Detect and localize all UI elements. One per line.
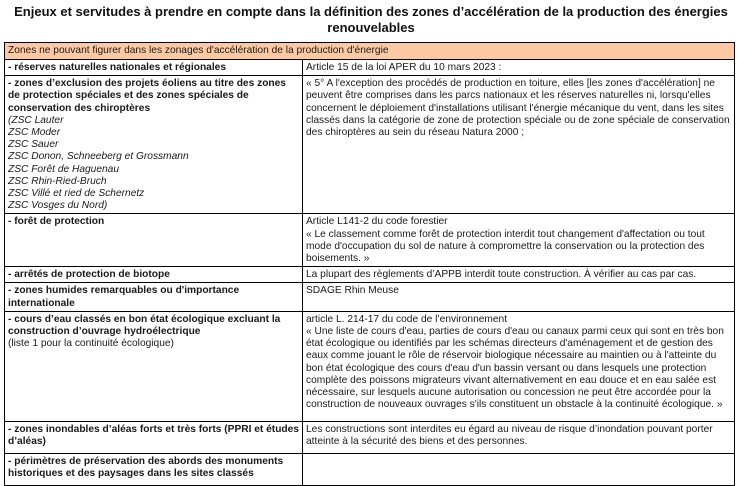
section-header: Zones ne pouvant figurer dans les zonages d'accélération de la production d'énergie (5, 43, 735, 60)
section-header-row (5, 43, 735, 60)
zone-label: - forêt de protection (8, 216, 105, 228)
zone-label-cell (5, 76, 303, 214)
reference-cell (303, 283, 735, 311)
table-row (5, 60, 735, 76)
reference-text: Les constructions sont interdites eu égard au niveau de risque d’inondation pouvant porter atteinte à la sécurité des biens et des personnes. (306, 423, 713, 448)
table-row (5, 453, 735, 485)
reference-text: article L. 214-17 du code de l’environnement (306, 313, 508, 325)
quote-text: « Le classement comme forêt de protection interdit tout changement d'affectation ou tout mode d'occupation du sol de nature à compromettre la conservation ou la protection des boisements. » (306, 228, 705, 265)
reference-cell (303, 60, 735, 76)
zone-label: - périmètres de préservation des abords des monuments historiques et des paysages dans les sites classés (8, 455, 284, 480)
zone-label-cell (5, 214, 303, 267)
table-row (5, 76, 735, 214)
quote-text: « 5° A l'exception des procédés de production en toiture, elles [les zones d'accélération] ne peuvent être comprises dans les parcs nationaux et les réserves naturelles ni, lorsqu'elles concernent le déploiement d'installations utilisant l'énergie mécanique du vent, dans les sites classés dans la catégorie de zone de protection spéciale ou de zone spéciale de conservation des chiroptères au sein du réseau Natura 2000 ; (306, 78, 730, 139)
site-item: ZSC Sauer (8, 139, 59, 151)
reference-cell (303, 311, 735, 421)
zone-label: - zones humides remarquables ou d'importance internationale (8, 285, 240, 309)
quote-text: « Une liste de cours d'eau, parties de cours d'eau ou canaux parmi ceux qui sont en très bon état écologique ou identifiés par les schémas directeurs d'aménagement et de gestion des eaux comme jouant le rôle de réservoir biologique nécessaire au maintien ou à l'atteinte du bon état écologique des cours d'eau d'un bassin versant ou dans lesquels une protection complète des poissons migrateurs vivant alternativement en eau douce et en eau salée est nécessaire, sur lesquels aucune autorisation ou concession ne peut être accordée pour la construction de nouveaux ouvrages s'ils constituent un obstacle à la continuité écologique. » (306, 326, 724, 411)
reference-text: La plupart des règlements d’APPB interdit toute construction. À vérifier au cas par cas. (306, 269, 697, 281)
reference-text: SDAGE Rhin Meuse (306, 285, 399, 297)
reference-cell (303, 453, 735, 485)
site-item: ZSC Donon, Schneeberg et Grossmann (8, 151, 189, 163)
zone-label-cell (5, 60, 303, 76)
site-item: ZSC Moder (8, 127, 61, 139)
site-item: ZSC Forêt de Haguenau (8, 163, 119, 175)
table-row (5, 421, 735, 453)
reference-cell (303, 267, 735, 283)
site-item: (ZSC Lauter (8, 114, 64, 126)
zone-label-cell (5, 267, 303, 283)
zone-sublabel: (liste 1 pour la continuité écologique) (8, 338, 174, 350)
zones-table (4, 42, 735, 486)
zone-label: - cours d’eau classés en bon état écologique excluant la construction d’ouvrage hydroélectrique (8, 313, 281, 338)
reference-cell (303, 76, 735, 214)
zone-label-cell (5, 283, 303, 311)
table-row (5, 311, 735, 421)
zone-label: - réserves naturelles nationales et régionales (8, 62, 226, 73)
zone-label: - zones d’exclusion des projets éoliens au titre des zones de protection spéciales et des zones spéciales de conservation des chiroptères (8, 78, 286, 114)
table-row (5, 283, 735, 311)
site-item: ZSC Vosges du Nord) (8, 200, 108, 212)
document-title (0, 4, 742, 36)
reference-cell (303, 214, 735, 267)
site-item: ZSC Rhin-Ried-Bruch (8, 175, 107, 187)
table-row (5, 267, 735, 283)
zone-label: - zones inondables d’aléas forts et très forts (PPRI et études d’aléas) (8, 423, 299, 448)
reference-cell (303, 421, 735, 453)
zone-label-cell (5, 453, 303, 485)
document-title-line-2: renouvelables (327, 20, 415, 35)
table-row (5, 214, 735, 267)
zone-label: - arrêtés de protection de biotope (8, 269, 170, 281)
site-item: ZSC Villé et ried de Schernetz (8, 188, 145, 200)
document-title-line-1: Enjeux et servitudes à prendre en compte dans la définition des zones d’accélération de la production des énergies (14, 4, 728, 19)
reference-text: Article 15 de la loi APER du 10 mars 2023 : (306, 62, 502, 73)
reference-text: Article L141-2 du code forestier (306, 216, 448, 228)
zone-label-cell (5, 421, 303, 453)
zone-label-cell (5, 311, 303, 421)
